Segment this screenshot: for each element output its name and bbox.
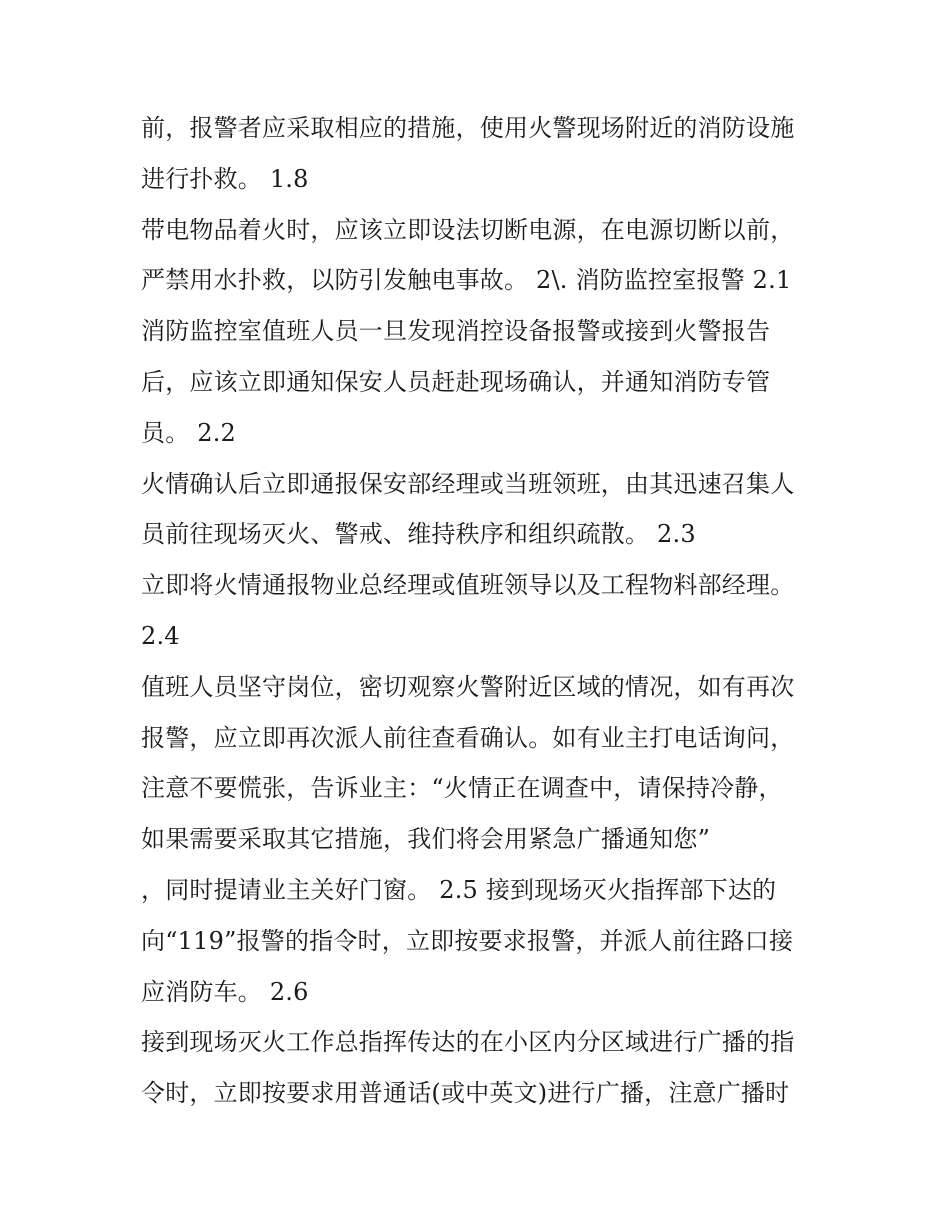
text-line: 员。 2.2 — [141, 418, 236, 447]
text-line: 报警，应立即再次派人前往查看确认。如有业主打电话询问， — [141, 723, 795, 752]
text-line: 值班人员坚守岗位，密切观察火警附近区域的情况，如有再次 — [141, 672, 795, 701]
text-line: 令时，立即按要求用普通话(或中英文)进行广播，注意广播时 — [141, 1079, 790, 1108]
text-line: 消防监控室值班人员一旦发现消控设备报警或接到火警报告 — [141, 317, 771, 346]
text-line: 进行扑救。 1.8 — [141, 164, 309, 193]
text-line: 接到现场灭火工作总指挥传达的在小区内分区域进行广播的指 — [141, 1028, 795, 1057]
text-line: 员前往现场灭火、警戒、维持秩序和组织疏散。 2.3 — [141, 520, 696, 549]
text-line: 应消防车。 2.6 — [141, 977, 309, 1006]
document-body — [141, 103, 821, 1119]
text-line: ，同时提请业主关好门窗。 2.5 接到现场灭火指挥部下达的 — [141, 875, 777, 904]
text-line: 注意不要慌张，告诉业主：“火情正在调查中，请保持冷静， — [141, 774, 783, 803]
text-line: 如果需要采取其它措施，我们将会用紧急广播通知您” — [141, 825, 711, 854]
text-line: 2.4 — [141, 621, 180, 650]
text-line: 前，报警者应采取相应的措施，使用火警现场附近的消防设施 — [141, 114, 795, 142]
text-line: 后，应该立即通知保安人员赶赴现场确认，并通知消防专管 — [141, 367, 771, 396]
text-line: 立即将火情通报物业总经理或值班领导以及工程物料部经理。 — [141, 571, 795, 600]
text-line: 严禁用水扑救，以防引发触电事故。 2\. 消防监控室报警 2.1 — [141, 266, 792, 295]
text-line: 向“119”报警的指令时，立即按要求报警，并派人前往路口接 — [141, 926, 794, 955]
text-line: 带电物品着火时，应该立即设法切断电源，在电源切断以前， — [141, 215, 795, 244]
text-line: 火情确认后立即通报保安部经理或当班领班，由其迅速召集人 — [141, 469, 795, 498]
